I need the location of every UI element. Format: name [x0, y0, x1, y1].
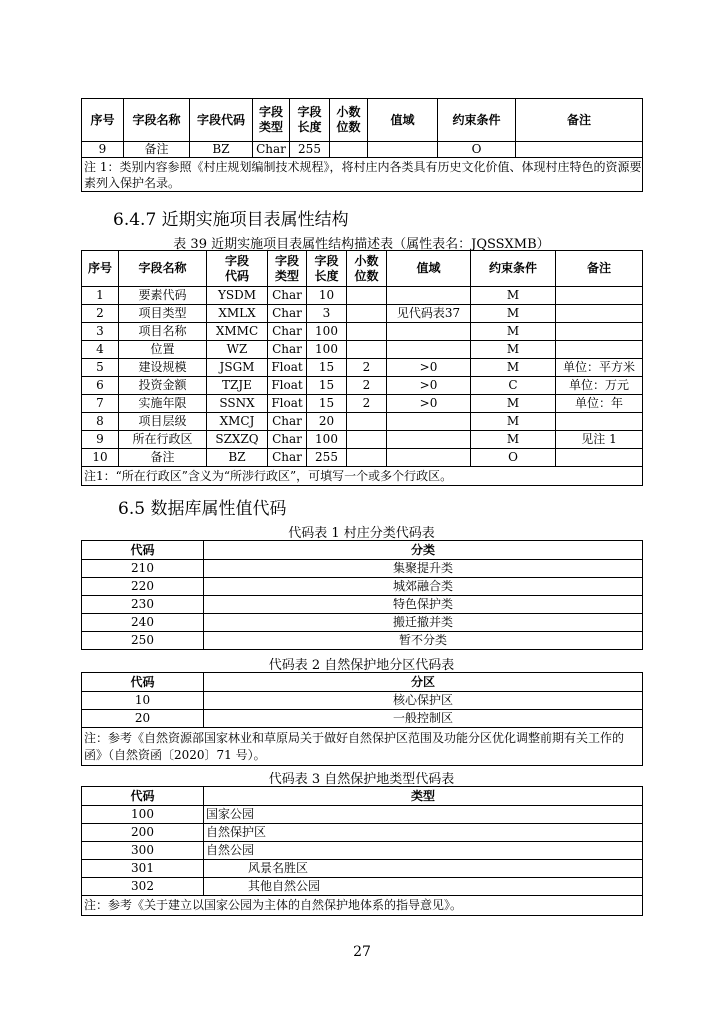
- table-cell: XMLX: [207, 305, 268, 323]
- table-39-body: [82, 287, 643, 467]
- table-cell: JSGM: [207, 359, 268, 377]
- table-cell: 10: [307, 287, 347, 305]
- table-cell: [387, 431, 471, 449]
- table-cell: [556, 413, 643, 431]
- table-note-row: [82, 467, 643, 486]
- table-cell: XMMC: [207, 323, 268, 341]
- table-cell: 其他自然公园: [204, 878, 643, 896]
- table-cell: Char: [268, 413, 307, 431]
- table-cell: O: [438, 142, 516, 158]
- table-cell: [387, 449, 471, 467]
- header-cell: 代码: [82, 673, 204, 692]
- table-cell: [347, 305, 387, 323]
- table-row: [82, 323, 643, 341]
- header-cell: 字段 类型: [253, 99, 290, 142]
- table-cell: 城郊融合类: [204, 578, 643, 596]
- table-cell: >0: [387, 359, 471, 377]
- table-cell: 集聚提升类: [204, 560, 643, 578]
- table-cell: Char: [253, 142, 290, 158]
- header-cell: 序号: [82, 251, 119, 287]
- table-cell: M: [471, 431, 556, 449]
- code-table-1-body: [82, 560, 643, 650]
- table-cell: [387, 341, 471, 359]
- table-cell: [387, 287, 471, 305]
- table-caption: 代码表 1 村庄分类代码表: [288, 526, 435, 541]
- header-cell: 备注: [516, 99, 643, 142]
- table-cell: 250: [82, 632, 204, 650]
- table-cell: Char: [268, 323, 307, 341]
- header-cell: 小数 位数: [347, 251, 387, 287]
- table-cell: [556, 287, 643, 305]
- table-cell: [387, 323, 471, 341]
- table-cell: 3: [82, 323, 119, 341]
- header-cell: 值域: [387, 251, 471, 287]
- table-cell: 国家公园: [204, 806, 643, 824]
- table-cell: M: [471, 359, 556, 377]
- header-cell: 约束条件: [438, 99, 516, 142]
- table-cell: BZ: [190, 142, 253, 158]
- table-cell: 7: [82, 395, 119, 413]
- table-cell: 所在行政区: [119, 431, 207, 449]
- table-row: [82, 806, 643, 824]
- section-heading-6-5: 6.5 数据库属性值代码: [118, 499, 287, 519]
- table-cell: [330, 142, 368, 158]
- table-row: [82, 632, 643, 650]
- table-cell: Float: [268, 359, 307, 377]
- table-cell: 255: [307, 449, 347, 467]
- header-cell: 类型: [204, 787, 643, 806]
- header-cell: 代码: [82, 541, 204, 560]
- table-cell: YSDM: [207, 287, 268, 305]
- table-cell: 投资金额: [119, 377, 207, 395]
- header-row: [82, 673, 643, 692]
- table-row: [82, 142, 643, 158]
- header-cell: 分区: [204, 673, 643, 692]
- table-row: [82, 341, 643, 359]
- table-cell: [387, 413, 471, 431]
- table-cell: SSNX: [207, 395, 268, 413]
- table-cell: 2: [347, 359, 387, 377]
- table-row: [82, 824, 643, 842]
- table-cell: XMCJ: [207, 413, 268, 431]
- table-cell: 建设规模: [119, 359, 207, 377]
- table-cell: M: [471, 395, 556, 413]
- table-cell: >0: [387, 395, 471, 413]
- header-cell: 约束条件: [471, 251, 556, 287]
- table-cell: 单位：平方米: [556, 359, 643, 377]
- table-row: [82, 359, 643, 377]
- table-caption: 代码表 3 自然保护地类型代码表: [268, 772, 455, 787]
- table-cell: [347, 341, 387, 359]
- table-cell: 备注: [124, 142, 190, 158]
- table-row: [82, 878, 643, 896]
- table-row: [82, 449, 643, 467]
- table-cell: 见代码表37: [387, 305, 471, 323]
- table-caption: 代码表 2 自然保护地分区代码表: [268, 658, 455, 673]
- table-note-row: [82, 158, 643, 192]
- table-row: [82, 560, 643, 578]
- table-cell: WZ: [207, 341, 268, 359]
- table-cell: 220: [82, 578, 204, 596]
- table-row: [82, 395, 643, 413]
- header-cell: 代码: [82, 787, 204, 806]
- table-cell: 100: [82, 806, 204, 824]
- table-cell: 302: [82, 878, 204, 896]
- page-number: 27: [353, 944, 371, 960]
- table-cell: 100: [307, 341, 347, 359]
- table-row: [82, 377, 643, 395]
- table-cell: 240: [82, 614, 204, 632]
- table-cell: Char: [268, 341, 307, 359]
- table-cell: [556, 449, 643, 467]
- table-cell: 255: [290, 142, 330, 158]
- table-note: 注1：“所在行政区”含义为“所涉行政区”，可填写一个或多个行政区。: [82, 467, 643, 486]
- table-cell: Float: [268, 377, 307, 395]
- table-cell: 2: [347, 395, 387, 413]
- table-cell: 自然公园: [204, 842, 643, 860]
- table-cell: 15: [307, 377, 347, 395]
- table-cell: 100: [307, 323, 347, 341]
- table-cell: [368, 142, 438, 158]
- table-cell: 9: [82, 142, 124, 158]
- table-cell: 5: [82, 359, 119, 377]
- table-cell: 要素代码: [119, 287, 207, 305]
- table-cell: 2: [347, 377, 387, 395]
- table-cell: 备注: [119, 449, 207, 467]
- table-cell: 300: [82, 842, 204, 860]
- table-cell: TZJE: [207, 377, 268, 395]
- table-caption: 表 39 近期实施项目表属性结构描述表（属性表名：JQSSXMB）: [173, 237, 550, 252]
- table-cell: 2: [82, 305, 119, 323]
- code-table-2: [81, 672, 643, 766]
- table-cell: 10: [82, 692, 204, 710]
- table-cell: [347, 431, 387, 449]
- table-cell: 项目类型: [119, 305, 207, 323]
- table-cell: M: [471, 341, 556, 359]
- table-cell: 见注 1: [556, 431, 643, 449]
- table-39: [81, 250, 643, 486]
- table-cell: [347, 449, 387, 467]
- table-row: [82, 614, 643, 632]
- table-cell: 301: [82, 860, 204, 878]
- table-cell: Char: [268, 449, 307, 467]
- header-cell: 序号: [82, 99, 124, 142]
- table-note: 注：参考《关于建立以国家公园为主体的自然保护地体系的指导意见》。: [82, 896, 643, 916]
- table-cell: 8: [82, 413, 119, 431]
- table-cell: 单位：年: [556, 395, 643, 413]
- header-cell: 备注: [556, 251, 643, 287]
- table-cell: M: [471, 413, 556, 431]
- code-table-3-body: [82, 806, 643, 896]
- table-cell: 风景名胜区: [204, 860, 643, 878]
- table-row: [82, 860, 643, 878]
- table-cell: 15: [307, 359, 347, 377]
- header-row: [82, 787, 643, 806]
- table-note: 注：参考《自然资源部国家林业和草原局关于做好自然保护区范围及功能分区优化调整前期有关工作的函》（自然资函〔2020〕71 号）。: [82, 728, 643, 766]
- table-cell: 位置: [119, 341, 207, 359]
- table-cell: 210: [82, 560, 204, 578]
- table-cell: Char: [268, 287, 307, 305]
- table-row: [82, 578, 643, 596]
- table-cell: 项目层级: [119, 413, 207, 431]
- table-cell: 230: [82, 596, 204, 614]
- table-row: [82, 413, 643, 431]
- table-cell: 4: [82, 341, 119, 359]
- header-row: [82, 541, 643, 560]
- table-cell: 100: [307, 431, 347, 449]
- table-cell: 3: [307, 305, 347, 323]
- table-cell: >0: [387, 377, 471, 395]
- code-table-1: [81, 540, 643, 650]
- header-cell: 小数 位数: [330, 99, 368, 142]
- table-cell: 10: [82, 449, 119, 467]
- header-cell: 字段名称: [119, 251, 207, 287]
- table-cell: 15: [307, 395, 347, 413]
- table-cell: M: [471, 287, 556, 305]
- table-row: [82, 431, 643, 449]
- table-cell: [516, 142, 643, 158]
- table-cell: 9: [82, 431, 119, 449]
- header-cell: 值域: [368, 99, 438, 142]
- header-cell: 字段代码: [190, 99, 253, 142]
- header-cell: 分类: [204, 541, 643, 560]
- table-cell: 实施年限: [119, 395, 207, 413]
- table-cell: [556, 305, 643, 323]
- table-cell: 暂不分类: [204, 632, 643, 650]
- header-cell: 字段 长度: [290, 99, 330, 142]
- table-cell: C: [471, 377, 556, 395]
- code-table-2-body: [82, 692, 643, 728]
- table-cell: 搬迁撤并类: [204, 614, 643, 632]
- table-cell: 项目名称: [119, 323, 207, 341]
- table-row: [82, 842, 643, 860]
- header-cell: 字段 代码: [207, 251, 268, 287]
- table-cell: [347, 323, 387, 341]
- table-cell: 20: [307, 413, 347, 431]
- table-cell: [556, 323, 643, 341]
- table-note-row: [82, 896, 643, 916]
- table-cell: Float: [268, 395, 307, 413]
- table-cell: 特色保护类: [204, 596, 643, 614]
- table-cell: [347, 287, 387, 305]
- table-cell: BZ: [207, 449, 268, 467]
- table-cell: 1: [82, 287, 119, 305]
- table-cell: Char: [268, 305, 307, 323]
- table-row: [82, 305, 643, 323]
- table-cell: 6: [82, 377, 119, 395]
- field-table-continued: [81, 98, 643, 192]
- header-row: [82, 99, 643, 142]
- section-heading-6-4-7: 6.4.7 近期实施项目表属性结构: [113, 210, 349, 230]
- header-row: [82, 251, 643, 287]
- table-cell: 一般控制区: [204, 710, 643, 728]
- table-row: [82, 596, 643, 614]
- table-cell: M: [471, 305, 556, 323]
- table-row: [82, 287, 643, 305]
- table-row: [82, 692, 643, 710]
- table-cell: [556, 341, 643, 359]
- table-cell: M: [471, 323, 556, 341]
- table-cell: [347, 413, 387, 431]
- header-cell: 字段名称: [124, 99, 190, 142]
- table-note-row: [82, 728, 643, 766]
- table-cell: O: [471, 449, 556, 467]
- table-cell: SZXZQ: [207, 431, 268, 449]
- table-cell: 20: [82, 710, 204, 728]
- header-cell: 字段 类型: [268, 251, 307, 287]
- table-cell: Char: [268, 431, 307, 449]
- table-cell: 核心保护区: [204, 692, 643, 710]
- table-row: [82, 710, 643, 728]
- table-note: 注 1：类别内容参照《村庄规划编制技术规程》，将村庄内各类具有历史文化价值、体现村庄特色的资源要素列入保护名录。: [82, 158, 643, 192]
- table-cell: 200: [82, 824, 204, 842]
- table-cell: 单位：万元: [556, 377, 643, 395]
- table-cell: 自然保护区: [204, 824, 643, 842]
- header-cell: 字段 长度: [307, 251, 347, 287]
- code-table-3: [81, 786, 643, 916]
